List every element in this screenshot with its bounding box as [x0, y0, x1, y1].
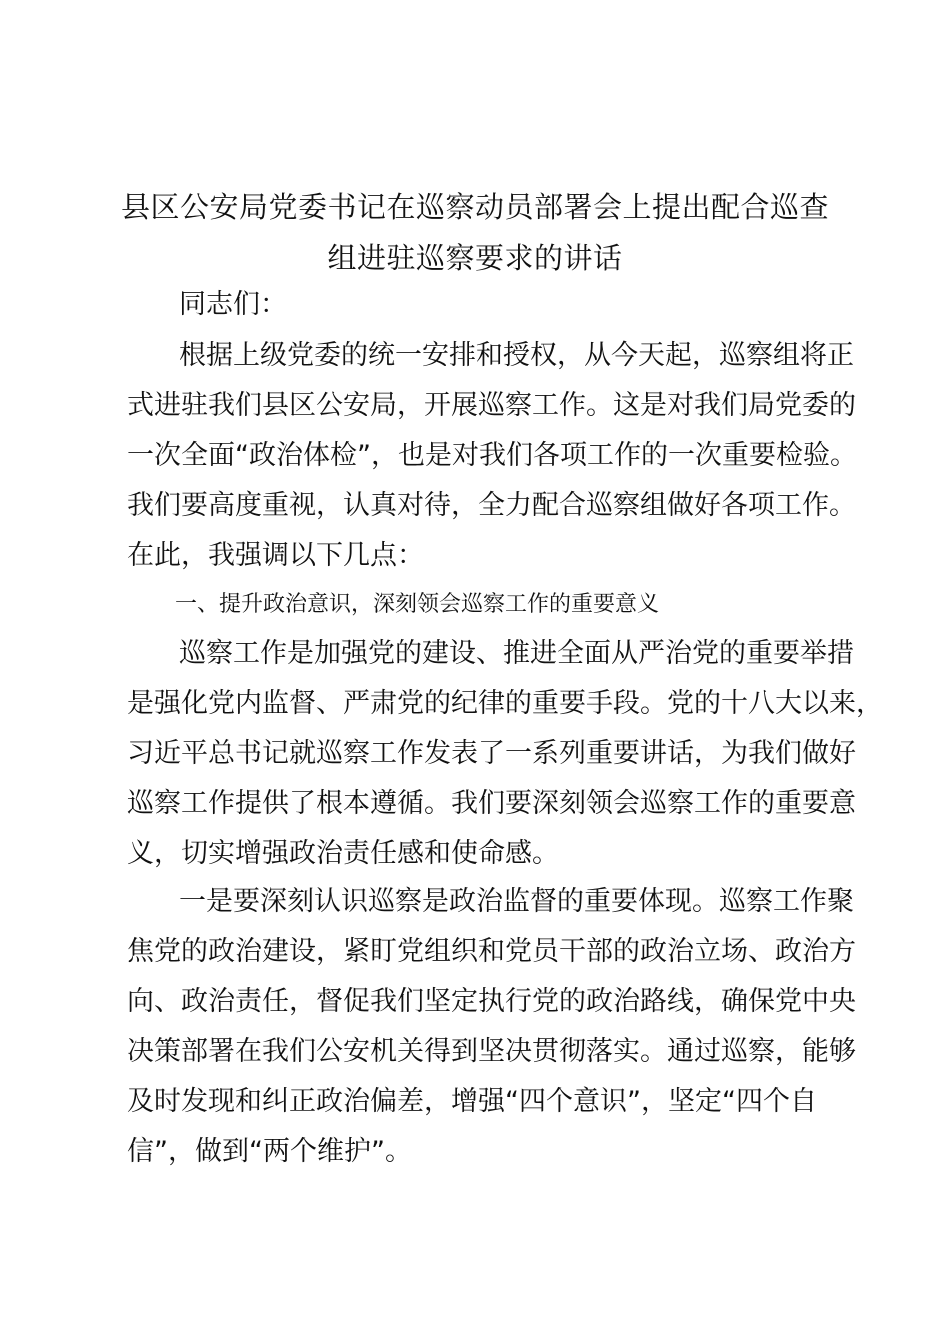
paragraph-3-line-5: 及时发现和纠正政治偏差，增强“四个意识”，坚定“四个自 [127, 1086, 817, 1117]
paragraph-1-line-1: 根据上级党委的统一安排和授权，从今天起，巡察组将正 [179, 340, 854, 371]
salutation: 同志们： [179, 289, 287, 320]
paragraph-3-line-1: 一是要深刻认识巡察是政治监督的重要体现。巡察工作聚 [179, 886, 854, 917]
paragraph-3-line-4: 决策部署在我们公安机关得到坚决贯彻落实。通过巡察，能够 [127, 1036, 856, 1067]
paragraph-2-line-4: 巡察工作提供了根本遵循。我们要深刻领会巡察工作的重要意 [127, 788, 856, 819]
paragraph-1-line-4: 我们要高度重视，认真对待，全力配合巡察组做好各项工作。 [127, 490, 856, 521]
paragraph-3-line-3: 向、政治责任，督促我们坚定执行党的政治路线，确保党中央 [127, 986, 856, 1017]
title-line-1: 县区公安局党委书记在巡察动员部署会上提出配合巡查 [120, 190, 829, 224]
paragraph-1 [127, 331, 862, 581]
document-title [90, 182, 860, 284]
paragraph-3-line-2: 焦党的政治建设，紧盯党组织和党员干部的政治立场、政治方 [127, 936, 856, 967]
salutation-block [127, 280, 862, 330]
paragraph-2-line-1: 巡察工作是加强党的建设、推进全面从严治党的重要举措 [179, 638, 854, 669]
paragraph-3-line-6: 信”，做到“两个维护”。 [127, 1136, 412, 1167]
paragraph-1-line-3: 一次全面“政治体检”，也是对我们各项工作的一次重要检验。 [127, 440, 857, 471]
paragraph-2-line-2: 是强化党内监督、严肃党的纪律的重要手段。党的十八大以来， [127, 688, 883, 719]
section-heading-1: 一、提升政治意识，深刻领会巡察工作的重要意义 [175, 592, 660, 617]
paragraph-2 [127, 629, 883, 879]
title-line-2: 组进驻巡察要求的讲话 [327, 241, 623, 275]
paragraph-2-line-5: 义，切实增强政治责任感和使命感。 [127, 838, 559, 869]
paragraph-1-line-5: 在此，我强调以下几点： [127, 540, 424, 571]
paragraph-2-line-3: 习近平总书记就巡察工作发表了一系列重要讲话，为我们做好 [127, 738, 856, 769]
paragraph-3 [127, 877, 862, 1177]
paragraph-1-line-2: 式进驻我们县区公安局，开展巡察工作。这是对我们局党委的 [127, 390, 856, 421]
